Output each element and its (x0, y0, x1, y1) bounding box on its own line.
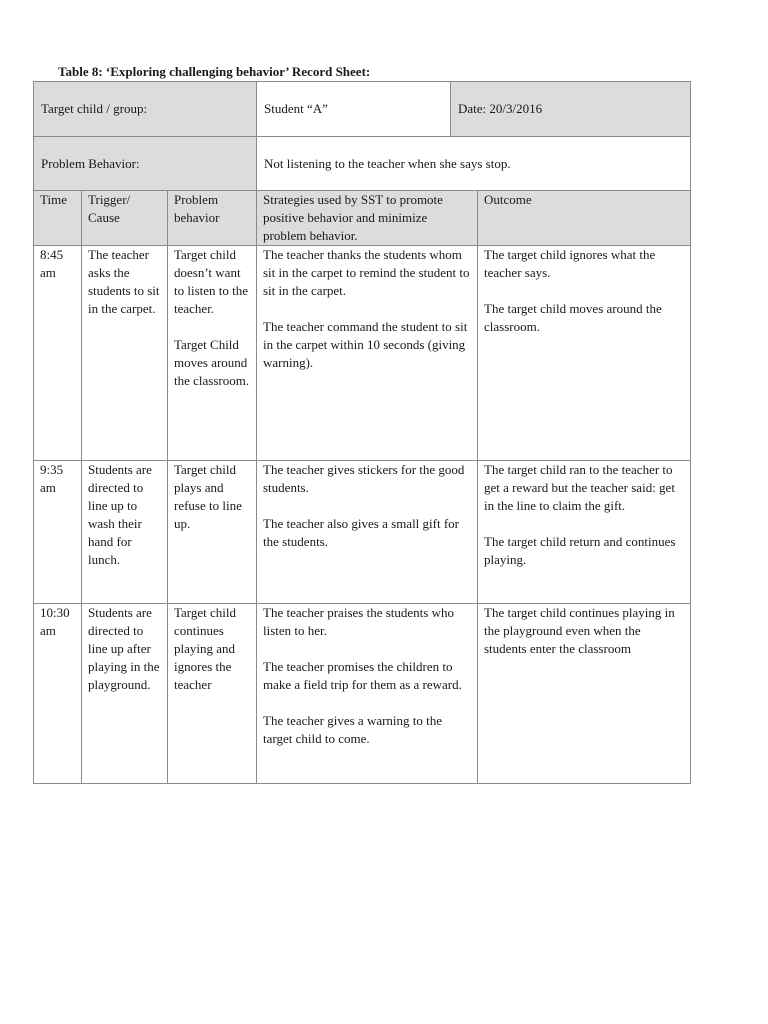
column-header-problem: Problem behavior (168, 191, 257, 246)
strategies-cell (257, 246, 478, 461)
table-row (34, 461, 691, 604)
problem-cell (168, 604, 257, 784)
time-cell: 10:30 am (34, 604, 82, 784)
strategy-paragraph: The teacher thanks the students whom sit in the carpet to remind the student to sit in the carpet. (263, 247, 470, 298)
outcome-cell (478, 246, 691, 461)
problem-cell (168, 246, 257, 461)
outcome-paragraph: The target child moves around the classroom. (484, 301, 662, 334)
column-header-strategies: Strategies used by SST to promote positive behavior and minimize problem behavior. (257, 191, 478, 246)
problem-paragraph: Target child continues playing and ignores the teacher (174, 605, 237, 692)
table-caption: Table 8: ‘Exploring challenging behavior’ Record Sheet: (58, 64, 371, 79)
strategy-paragraph: The teacher gives a warning to the target child to come. (263, 713, 443, 746)
outcome-paragraph: The target child ignores what the teacher says. (484, 247, 656, 280)
time-cell: 9:35 am (34, 461, 82, 604)
problem-cell (168, 461, 257, 604)
table-row (34, 246, 691, 461)
problem-paragraph: Target child doesn’t want to listen to the teacher. (174, 247, 249, 316)
strategies-cell (257, 461, 478, 604)
problem-behavior-label: Problem Behavior: (34, 137, 257, 191)
time-cell: 8:45 am (34, 246, 82, 461)
outcome-cell (478, 461, 691, 604)
strategy-paragraph: The teacher promises the children to make a field trip for them as a reward. (263, 659, 462, 692)
column-header-time: Time (34, 191, 82, 246)
record-sheet-table (33, 81, 691, 784)
strategy-paragraph: The teacher gives stickers for the good students. (263, 462, 465, 495)
outcome-paragraph: The target child ran to the teacher to get a reward but the teacher said: get in the line to claim the gift. (484, 462, 675, 513)
date-cell: Date: 20/3/2016 (451, 82, 691, 137)
strategies-cell (257, 604, 478, 784)
info-row-target (34, 82, 691, 137)
column-header-outcome: Outcome (478, 191, 691, 246)
trigger-cell: The teacher asks the students to sit in the carpet. (82, 246, 168, 461)
trigger-cell: Students are directed to line up to wash their hand for lunch. (82, 461, 168, 604)
info-row-problem (34, 137, 691, 191)
outcome-paragraph: The target child continues playing in the playground even when the students enter the classroom (484, 605, 675, 656)
outcome-paragraph: The target child return and continues playing. (484, 534, 676, 567)
problem-paragraph: Target Child moves around the classroom. (174, 337, 250, 388)
problem-behavior-value: Not listening to the teacher when she says stop. (257, 137, 691, 191)
outcome-cell (478, 604, 691, 784)
header-row (34, 191, 691, 246)
target-child-label: Target child / group: (34, 82, 257, 137)
strategy-paragraph: The teacher praises the students who listen to her. (263, 605, 454, 638)
strategy-paragraph: The teacher command the student to sit in the carpet within 10 seconds (giving warning). (263, 319, 468, 370)
column-header-trigger: Trigger/ Cause (82, 191, 168, 246)
trigger-cell: Students are directed to line up after playing in the playground. (82, 604, 168, 784)
problem-paragraph: Target child plays and refuse to line up. (174, 462, 242, 531)
target-child-value: Student “A” (257, 82, 451, 137)
table-row (34, 604, 691, 784)
strategy-paragraph: The teacher also gives a small gift for the students. (263, 516, 460, 549)
